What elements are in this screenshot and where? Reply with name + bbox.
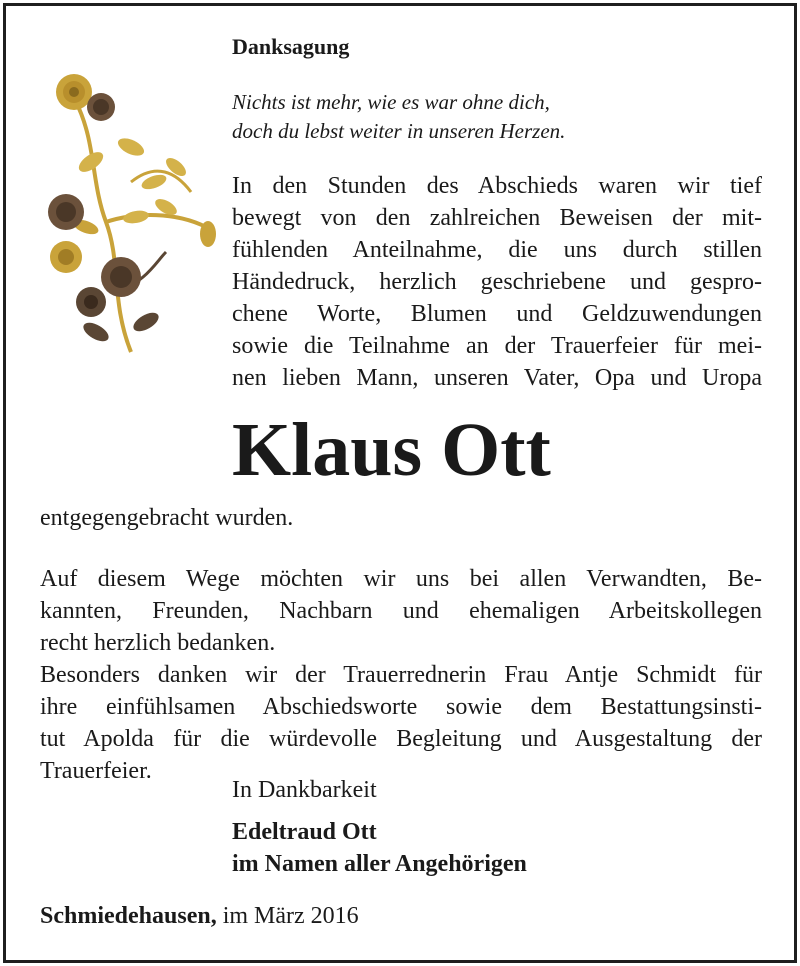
motto-line: Nichts ist mehr, wie es war ohne dich, (232, 90, 550, 114)
signature-name: Edeltraud Ott (232, 819, 377, 845)
intro-line: In den Stunden des Abschieds waren wir tief (232, 173, 762, 199)
motto (232, 88, 565, 146)
place-date (40, 903, 359, 930)
intro-line: Händedruck, herzlich geschriebene und gespro- (232, 269, 762, 295)
place-name: Schmiedehausen, (40, 903, 217, 929)
intro-line: fühlenden Anteilnahme, die uns durch stillen (232, 237, 762, 263)
body-line: kannten, Freunden, Nachbarn und ehemaligen Arbeitskollegen (40, 598, 762, 624)
deceased-name: Klaus Ott (232, 408, 551, 492)
intro-line: chene Worte, Blumen und Geldzuwendungen (232, 301, 762, 327)
body-line: tut Apolda für die würdevolle Begleitung und Ausgestaltung der (40, 726, 762, 752)
body-paragraph (40, 563, 762, 787)
notice-heading: Danksagung (232, 34, 350, 59)
intro-paragraph (232, 170, 762, 394)
body-line: Auf diesem Wege möchten wir uns bei allen Verwandten, Be- (40, 566, 762, 592)
signature-line: im Namen aller Angehörigen (232, 851, 527, 877)
rose-decoration-icon (36, 62, 226, 362)
body-line: Besonders danken wir der Trauerrednerin Frau Antje Schmidt für (40, 662, 762, 688)
motto-line: doch du lebst weiter in unseren Herzen. (232, 119, 566, 143)
intro-line: nen lieben Mann, unseren Vater, Opa und Uropa (232, 365, 762, 391)
date-text: im März 2016 (216, 903, 359, 929)
closing-phrase: In Dankbarkeit (232, 777, 377, 803)
intro-line: bewegt von den zahlreichen Beweisen der mit- (232, 205, 762, 231)
after-name-text: entgegengebracht wurden. (40, 505, 294, 531)
body-line: Trauerfeier. (40, 758, 152, 784)
signature-block (232, 816, 527, 880)
intro-line: sowie die Teilnahme an der Trauerfeier für mei- (232, 333, 762, 359)
body-line: recht herzlich bedanken. (40, 630, 276, 656)
body-line: ihre einfühlsamen Abschiedsworte sowie dem Bestattungsinsti- (40, 694, 762, 720)
